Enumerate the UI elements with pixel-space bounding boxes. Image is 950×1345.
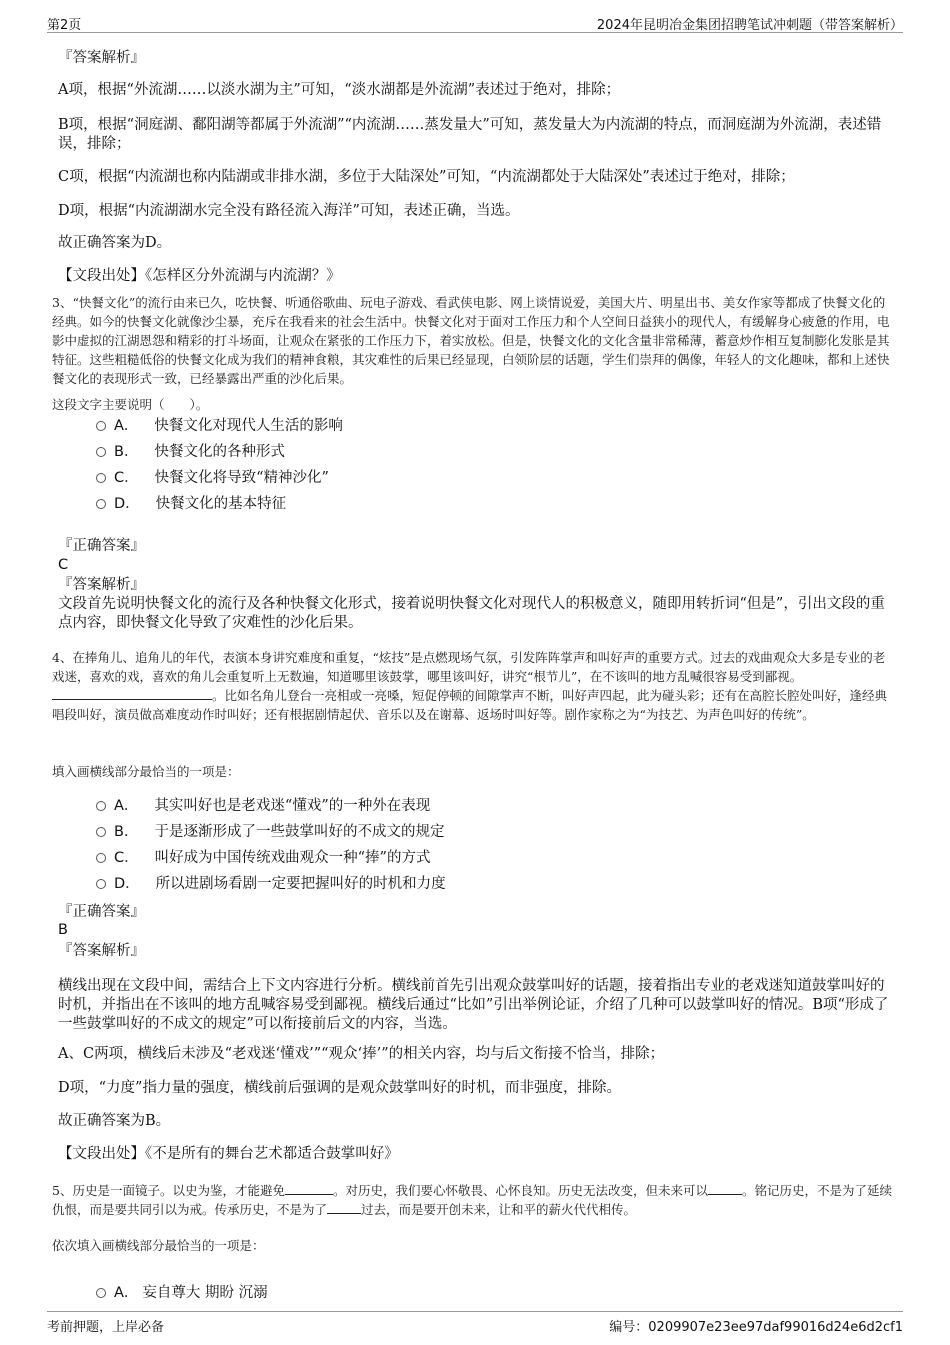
radio-icon[interactable] <box>96 827 106 837</box>
document-title: 2024年昆明冶金集团招聘笔试冲刺题（带答案解析） <box>596 18 903 33</box>
q4-option-d[interactable] <box>96 874 446 894</box>
q3-option-b[interactable] <box>96 442 285 462</box>
q4-passage <box>52 648 892 724</box>
answer-blank <box>52 687 212 700</box>
page-number: 第2页 <box>47 18 82 33</box>
option-letter: D． <box>114 876 140 892</box>
option-text: 快餐文化对现代人生活的影响 <box>154 418 343 434</box>
footer-slogan: 考前押题，上岸必备 <box>47 1320 165 1335</box>
q2-analysis-c: C项，根据“内流湖也称内陆湖或非排水湖，多位于大陆深处”可知，“内流湖都处于大陆深处”表述过于绝对，排除； <box>58 169 795 185</box>
option-text: 快餐文化的各种形式 <box>154 444 285 460</box>
q4-answer: B <box>58 922 68 938</box>
radio-icon[interactable] <box>96 473 106 483</box>
q2-source: 【文段出处】《怎样区分外流湖与内流湖？》 <box>58 268 341 284</box>
answer-blank <box>285 1182 333 1195</box>
radio-icon[interactable] <box>96 801 106 811</box>
option-text: 于是逐渐形成了一些鼓掌叫好的不成文的规定 <box>154 824 445 840</box>
option-letter: A． <box>114 798 139 814</box>
q3-option-c[interactable] <box>96 468 329 488</box>
q5-option-a[interactable] <box>96 1283 268 1303</box>
q4-option-a[interactable] <box>96 796 430 816</box>
q4-conclusion: 故正确答案为B。 <box>58 1113 171 1129</box>
option-text: 所以进剧场看剧一定要把握叫好的时机和力度 <box>155 876 446 892</box>
q4-source: 【文段出处】《不是所有的舞台艺术都适合鼓掌叫好》 <box>58 1146 399 1162</box>
q4-question: 填入画横线部分最恰当的一项是： <box>52 764 240 779</box>
q5-passage-part: 过去，而是要开创未来，让和平的薪火代代相传。 <box>361 1202 637 1217</box>
option-text: 妄自尊大 期盼 沉溺 <box>142 1285 268 1301</box>
q5-question: 依次填入画横线部分最恰当的一项是： <box>52 1238 265 1253</box>
q4-passage-before: 4、在捧角儿、追角儿的年代，表演本身讲究难度和重复，“炫技”是点燃现场气氛，引发阵阵掌声和叫好声的重要方式。过去的戏曲观众大多是专业的老戏迷，喜欢的戏，喜欢的角儿会重复听上无数遍，知道哪里该鼓掌，哪里该叫好，讲究“根节儿”，在不该叫的地方乱喊很容易受到鄙视。 <box>52 650 886 684</box>
q3-analysis-label: 『答案解析』 <box>58 577 145 593</box>
radio-icon[interactable] <box>96 879 106 889</box>
option-letter: D． <box>114 496 140 512</box>
q5-passage-part: 。对历史，我们要心怀敬畏、心怀良知。历史无法改变，但未来可以 <box>332 1183 708 1198</box>
q2-analysis-d: D项，根据“内流湖湖水完全没有路径流入海洋”可知，表述正确，当选。 <box>58 203 520 219</box>
answer-blank <box>327 1201 361 1214</box>
q2-analysis-label: 『答案解析』 <box>58 50 145 66</box>
q4-passage-after: 。比如名角儿登台一亮相或一亮嗓，短促停顿的间隙掌声不断，叫好声四起，此为碰头彩；还有在高腔长腔处叫好，逢经典唱段叫好，演员做高难度动作时叫好；还有根据剧情起伏、音乐以及在谢幕、返场时叫好等。剧作家称之为“为技艺、为声色叫好的传统”。 <box>52 688 888 722</box>
q4-analysis: 横线出现在文段中间，需结合上下文内容进行分析。横线前首先引出观众鼓掌叫好的话题，接着指出专业的老戏迷知道鼓掌叫好的时机，并指出在不该叫的地方乱喊容易受到鄙视。横线后通过“比如”引出举例论证，介绍了几种可以鼓掌叫好的情况。B项“形成了一些鼓掌叫好的不成文的规定”可以衔接前后文的内容，当选。 <box>58 978 889 1032</box>
option-letter: A． <box>114 1285 139 1301</box>
q4-analysis-d: D项，“力度”指力量的强度，横线前后强调的是观众鼓掌叫好的时机，而非强度，排除。 <box>58 1080 621 1096</box>
q4-option-b[interactable] <box>96 822 444 842</box>
q3-answer: C <box>58 557 69 573</box>
q3-option-d[interactable] <box>96 494 286 514</box>
document-code: 编号：0209907e23ee97daf99016d24e6d2cf1 <box>609 1320 903 1335</box>
radio-icon[interactable] <box>96 1288 106 1298</box>
radio-icon[interactable] <box>96 853 106 863</box>
q4-option-c[interactable] <box>96 848 430 868</box>
option-letter: C． <box>114 470 139 486</box>
option-text: 叫好成为中国传统戏曲观众一种“捧”的方式 <box>154 850 431 866</box>
q3-analysis: 文段首先说明快餐文化的流行及各种快餐文化形式，接着说明快餐文化对现代人的积极意义，随即用转折词“但是”，引出文段的重点内容，即快餐文化导致了灾难性的沙化后果。 <box>58 596 885 631</box>
q5-passage-part: 5、历史是一面镜子。以史为鉴，才能避免 <box>52 1183 285 1198</box>
q3-passage: 3、“快餐文化”的流行由来已久，吃快餐、听通俗歌曲、玩电子游戏、看武侠电影、网上谈情说爱，美国大片、明星出书、美女作家等都成了快餐文化的经典。如今的快餐文化就像沙尘暴，充斥在我看来的社会生活中。快餐文化对于面对工作压力和个人空间日益狭小的现代人，有缓解身心疲惫的作用，电影中虚拟的江湖恩怨和精彩的打斗场面，让观众在紧张的工作压力下，着实放松。但是，快餐文化的文化含量非常稀薄，蓄意炒作相互复制膨化发胀是其特征。这些粗糙低俗的快餐文化成为我们的精神食粮，其灾难性的后果已经显现，白领阶层的话题，学生们崇拜的偶像，年轻人的文化趣味，都和上述快餐文化的表现形式一致，已经暴露出严重的沙化后果。 <box>52 295 890 386</box>
q2-analysis-b: B项，根据“洞庭湖、鄱阳湖等都属于外流湖”“内流湖……蒸发量大”可知，蒸发量大为内流湖的特点，而洞庭湖为外流湖，表述错误，排除； <box>58 117 882 152</box>
q5-passage-part: 。铭记历史，不是为了延续仇恨，而是要共同引以为戒。传承历史，不是为了 <box>52 1183 892 1217</box>
radio-icon[interactable] <box>96 447 106 457</box>
option-letter: A． <box>114 418 139 434</box>
answer-blank <box>708 1182 742 1195</box>
option-letter: C． <box>114 850 139 866</box>
page-header <box>47 12 903 33</box>
option-text: 快餐文化将导致“精神沙化” <box>154 470 329 486</box>
option-text: 快餐文化的基本特征 <box>155 496 287 512</box>
q2-analysis-a: A项，根据“外流湖……以淡水湖为主”可知，“淡水湖都是外流湖”表述过于绝对，排除； <box>58 82 621 98</box>
q5-passage <box>52 1181 892 1219</box>
q4-analysis-label: 『答案解析』 <box>58 943 145 959</box>
q4-answer-label: 『正确答案』 <box>58 904 145 920</box>
q3-option-a[interactable] <box>96 416 343 436</box>
option-letter: B． <box>114 444 139 460</box>
radio-icon[interactable] <box>96 499 106 509</box>
radio-icon[interactable] <box>96 421 106 431</box>
option-letter: B． <box>114 824 139 840</box>
q2-conclusion: 故正确答案为D。 <box>58 235 172 251</box>
page-footer <box>47 1311 903 1336</box>
q3-answer-label: 『正确答案』 <box>58 538 145 554</box>
option-text: 其实叫好也是老戏迷“懂戏”的一种外在表现 <box>154 798 431 814</box>
q4-analysis-ac: A、C两项，横线后未涉及“老戏迷‘懂戏’”“观众‘捧’”的相关内容，均与后文衔接不恰当，排除； <box>58 1046 665 1062</box>
q3-question: 这段文字主要说明（ ）。 <box>52 397 209 412</box>
